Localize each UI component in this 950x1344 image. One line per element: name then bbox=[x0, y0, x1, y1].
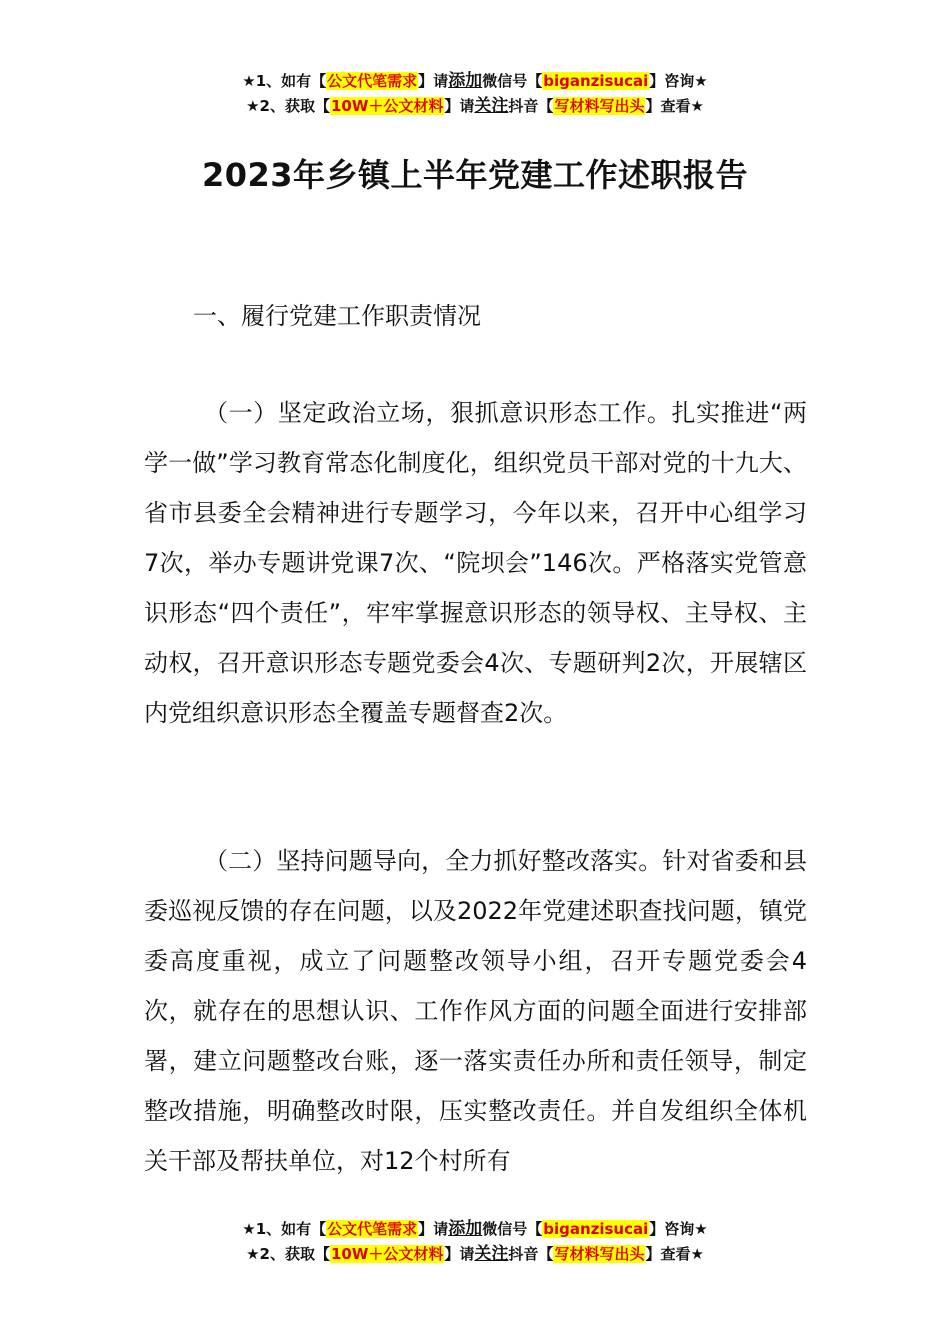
body-paragraph: （一）坚定政治立场，狠抓意识形态工作。扎实推进“两学一做”学习教育常态化制度化，组织党员干部对党的十九大、省市县委全会精神进行专题学习，今年以来，召开中心组学习7次，举办专题讲党课7次、“院坝会”146次。严格落实党管意识形态“四个责任”，牢牢掌握意识形态的领导权、主导权、主动权，召开意识形态专题党委会4次、专题研判2次，开展辖区内党组织意识形态全覆盖专题督查2次。 bbox=[144, 399, 807, 727]
wechat-id-highlight: biganzisucai bbox=[543, 72, 649, 90]
header-promo-banner bbox=[0, 69, 950, 119]
wechat-id-highlight: biganzisucai bbox=[543, 1220, 649, 1238]
promo-line-2: ★2、获取【10W＋公文材料】请关注抖音【写材料写出头】查看★ bbox=[246, 1244, 704, 1264]
footer-promo-banner bbox=[0, 1217, 950, 1267]
promo-line-1: ★1、如有【公文代笔需求】请添加微信号【biganzisucai】咨询★ bbox=[242, 71, 708, 91]
douyin-account-highlight: 写材料写出头 bbox=[554, 97, 645, 115]
promo-line-2: ★2、获取【10W＋公文材料】请关注抖音【写材料写出头】查看★ bbox=[246, 96, 704, 116]
materials-highlight: 10W＋公文材料 bbox=[330, 97, 444, 115]
body-paragraph: （二）坚持问题导向，全力抓好整改落实。针对省委和县委巡视反馈的存在问题，以及2022年党建述职查找问题，镇党委高度重视，成立了问题整改领导小组，召开专题党委会4次，就存在的思想认识、工作作风方面的问题全面进行安排部署，建立问题整改台账，逐一落实责任办所和责任领导，制定整改措施，明确整改时限，压实整改责任。并自发组织全体机关干部及帮扶单位，对12个村所有 bbox=[144, 847, 807, 1175]
ghostwriting-highlight: 公文代笔需求 bbox=[327, 1220, 418, 1238]
promo-line-1: ★1、如有【公文代笔需求】请添加微信号【biganzisucai】咨询★ bbox=[242, 1219, 708, 1239]
douyin-account-highlight: 写材料写出头 bbox=[554, 1245, 645, 1263]
section-heading: 一、履行党建工作职责情况 bbox=[193, 302, 481, 330]
ghostwriting-highlight: 公文代笔需求 bbox=[327, 72, 418, 90]
materials-highlight: 10W＋公文材料 bbox=[330, 1245, 444, 1263]
document-title: 2023年乡镇上半年党建工作述职报告 bbox=[201, 156, 749, 194]
